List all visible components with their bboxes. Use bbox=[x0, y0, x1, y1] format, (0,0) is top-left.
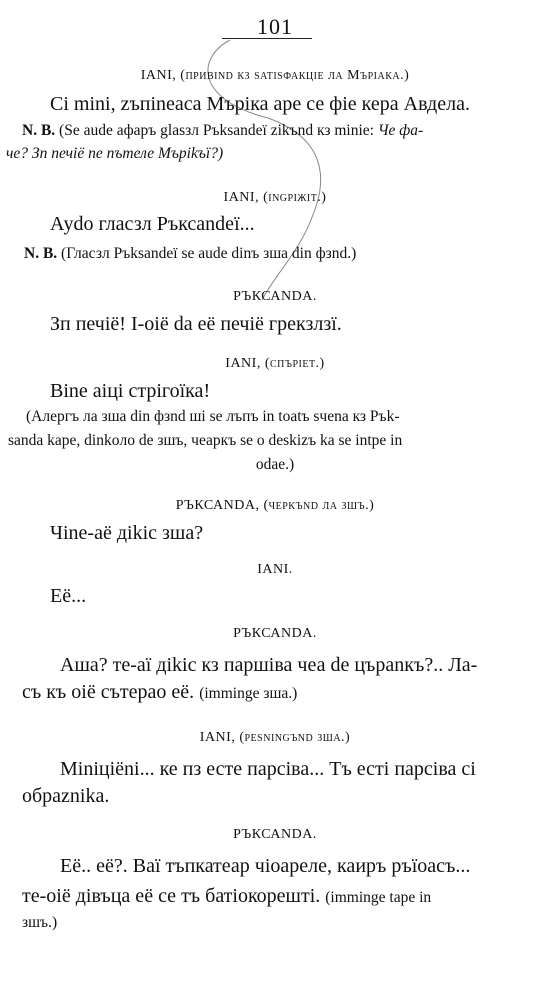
stage-direction-2 bbox=[24, 245, 356, 262]
stage-direction-1-quote: Че фа- bbox=[377, 122, 424, 139]
speaker-line-3: РЪКСАNDA. bbox=[233, 289, 317, 304]
nb-label: N. B. bbox=[22, 122, 56, 139]
speaker-line-2: IANI, (іngрiжit.) bbox=[223, 190, 327, 205]
stage-direction-5-cont: зшъ.) bbox=[22, 914, 58, 931]
speaker-line-4: IANI, (спъріеt.) bbox=[225, 356, 325, 371]
dialogue-line-7-cont bbox=[22, 681, 297, 703]
speaker-line-9: РЪКСАNDA. bbox=[233, 827, 317, 842]
stage-direction-3: (Алергъ ла зша din фзnd шi se лъпъ in toatъ sчena кз Ръk- bbox=[26, 408, 400, 425]
dialogue-line-7: Аша? те-aї дikic кз паршiва чеа de цъpanкъ?.. Лa- bbox=[60, 654, 478, 676]
speaker-line-1: IANI, (привind кз satisфакцie ла Мъріака.) bbox=[140, 68, 410, 83]
dialogue-line-9: Eё.. eё?. Вaї тъпкатеар чioареле, каиръ ръїoасъ... bbox=[60, 855, 471, 877]
speaker-line-6: IANI. bbox=[257, 562, 293, 577]
dialogue-line-8: Miniцiёni... ке пз есте парсiва... Тъ есті парсiва сi bbox=[60, 758, 476, 780]
dialogue-line-8-cont: обpaznikа. bbox=[22, 785, 110, 807]
dialogue-line-6: Eё... bbox=[50, 585, 87, 607]
dialogue-line-9-cont bbox=[22, 885, 431, 907]
dialogue-line-2: Ауdo гласзл Ръксandeї... bbox=[50, 213, 255, 235]
stage-direction-1 bbox=[22, 122, 423, 139]
dialogue-line-1: Ci mini, zъпineaca Мъріка аре се фie кера Авдела. bbox=[50, 93, 470, 115]
page-number-rule bbox=[222, 38, 312, 39]
stage-direction-3-cont-1: sanda kape, dinkoлo de зшъ, чеаркъ se о deskizъ ka se intpe in bbox=[8, 432, 403, 449]
dialogue-line-3: Зп печiё! I-oiё da eё печiё грекзлзї. bbox=[50, 313, 342, 335]
dialogue-line-7-cont-text: съ къ оiё сътерао eё. bbox=[22, 681, 195, 703]
stage-direction-2-text: (Гласзл Ръksandeї se aude dinъ зша din фзnd.) bbox=[61, 245, 357, 262]
dialogue-line-4: Bine aiцi стрiгоїка! bbox=[50, 380, 211, 402]
dialogue-line-9-cont-text: те-oiё дiвъца eё се тъ батiокорешті. bbox=[22, 885, 321, 907]
stage-direction-4: (imminge зшa.) bbox=[199, 685, 298, 702]
nb-label: N. B. bbox=[24, 245, 58, 262]
stage-direction-1-text: (Se aude афаръ glasзл Ръksandeї zikъnd кз minie: bbox=[59, 122, 374, 139]
speaker-line-7: РЪКСАNDA. bbox=[233, 626, 317, 641]
stage-direction-5: (imminge tape in bbox=[325, 889, 432, 906]
speaker-line-5: РЪКСАNDA, (черкъnd ла зшъ.) bbox=[175, 498, 375, 513]
speaker-line-8: IANI, (pesningъnd зшa.) bbox=[199, 730, 351, 745]
stage-direction-3-cont-2: odae.) bbox=[255, 456, 295, 473]
dialogue-line-5: Чine-aё дikic зша? bbox=[50, 522, 204, 544]
page-number: 101 bbox=[257, 14, 293, 39]
stage-direction-1-cont: че? Зп печiё пе пътеле Мъріkъї?) bbox=[6, 145, 224, 162]
